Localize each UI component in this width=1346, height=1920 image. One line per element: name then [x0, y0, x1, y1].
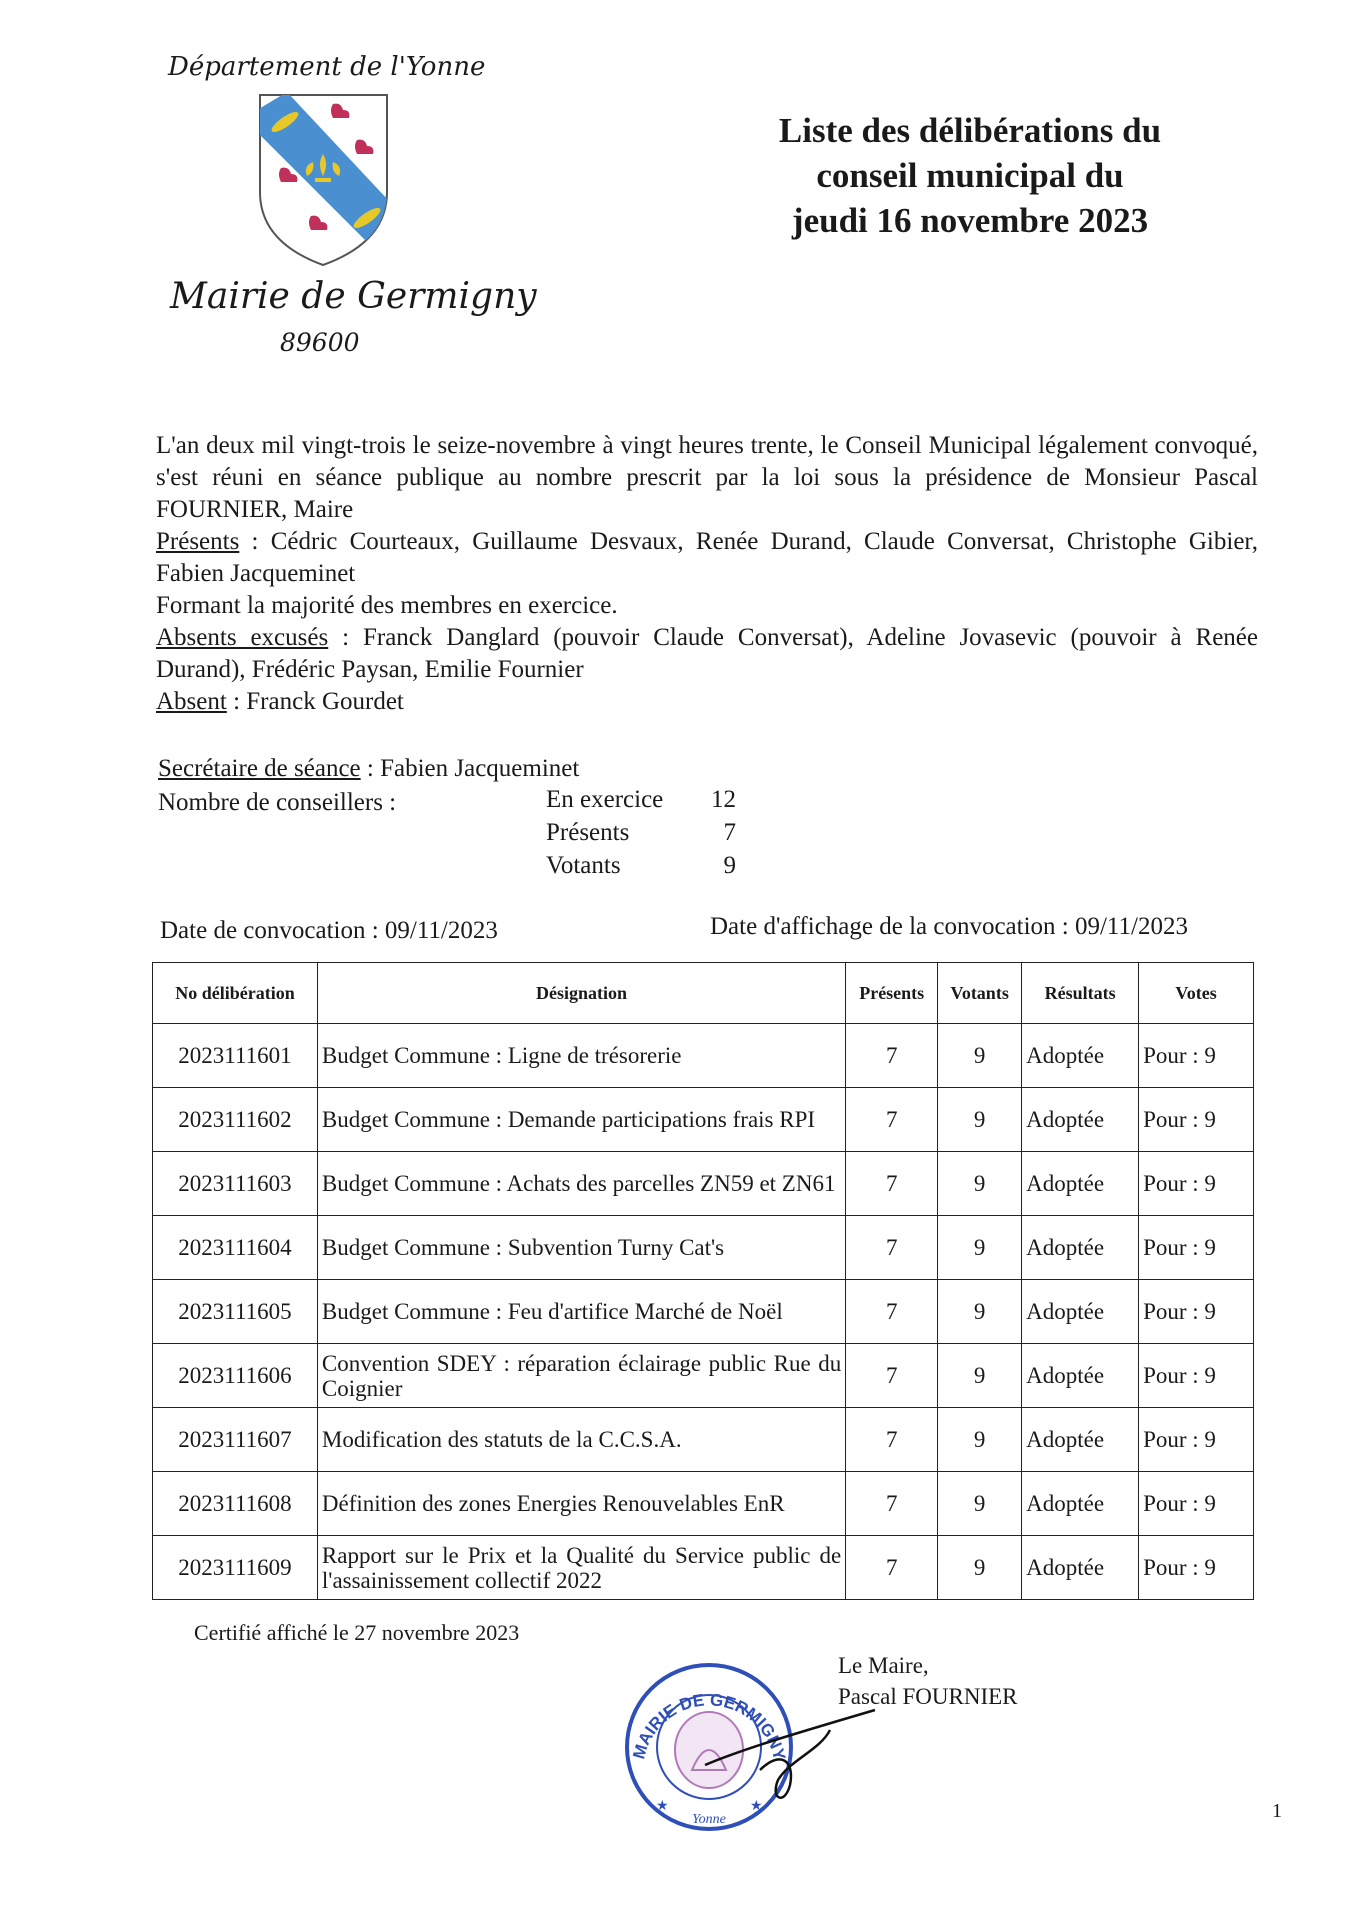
presents-count: 7: [846, 1088, 938, 1152]
counts-label: Nombre de conseillers :: [158, 789, 397, 816]
header-designation: Désignation: [317, 963, 845, 1024]
table-row: [153, 1024, 1254, 1088]
votants-count: 9: [938, 1280, 1022, 1344]
header-votants: Votants: [938, 963, 1022, 1024]
presents-count: 7: [846, 1344, 938, 1408]
mayor-name: Pascal FOURNIER: [838, 1684, 1018, 1709]
page-title: [690, 108, 1250, 243]
votes: Pour : 9: [1139, 1280, 1254, 1344]
deliberation-number: 2023111602: [153, 1088, 318, 1152]
designation: Budget Commune : Demande participations frais RPI: [317, 1088, 845, 1152]
result: Adoptée: [1022, 1472, 1139, 1536]
department-name: Département de l'Yonne: [168, 52, 486, 82]
session-summary: [156, 430, 1258, 718]
presents-count: 7: [846, 1216, 938, 1280]
designation: Définition des zones Energies Renouvelables EnR: [317, 1472, 845, 1536]
svg-text:★: ★: [750, 1799, 763, 1814]
header-votes: Votes: [1139, 963, 1254, 1024]
absent-label: Absent: [156, 688, 227, 715]
votants-count: 9: [938, 1088, 1022, 1152]
postal-code: 89600: [280, 328, 360, 357]
table-header-row: [153, 963, 1254, 1024]
table-row: [153, 1472, 1254, 1536]
presents-count: 7: [846, 1024, 938, 1088]
votes: Pour : 9: [1139, 1088, 1254, 1152]
count-row: [546, 852, 736, 880]
designation: Budget Commune : Subvention Turny Cat's: [317, 1216, 845, 1280]
secretary-name: : Fabien Jacqueminet: [360, 755, 580, 782]
header-results: Résultats: [1022, 963, 1139, 1024]
count-value: 12: [711, 786, 736, 813]
votants-count: 9: [938, 1472, 1022, 1536]
table-row: [153, 1152, 1254, 1216]
present-list: : Cédric Courteaux, Guillaume Desvaux, Renée Durand, Claude Conversat, Christophe Gibier, Fabien Jacqueminet: [156, 528, 1258, 587]
mayor-title: Le Maire,: [838, 1653, 929, 1678]
result: Adoptée: [1022, 1344, 1139, 1408]
intro-paragraph: L'an deux mil vingt-trois le seize-novembre à vingt heures trente, le Conseil Municipal légalement convoqué, s'est réuni en séance publique au nombre prescrit par la loi sous la présidence de Monsieur Pascal FOURNIER, Maire: [156, 432, 1258, 523]
designation: Budget Commune : Achats des parcelles ZN59 et ZN61: [317, 1152, 845, 1216]
excused-label: Absents excusés: [156, 624, 329, 651]
deliberation-number: 2023111609: [153, 1536, 318, 1600]
votants-count: 9: [938, 1216, 1022, 1280]
deliberation-number: 2023111605: [153, 1280, 318, 1344]
secretary-label: Secrétaire de séance: [158, 755, 361, 782]
result: Adoptée: [1022, 1088, 1139, 1152]
votants-count: 9: [938, 1408, 1022, 1472]
designation: Rapport sur le Prix et la Qualité du Service public de l'assainissement collectif 2022: [317, 1536, 845, 1600]
posting-date: Date d'affichage de la convocation : 09/11/2023: [710, 913, 1188, 940]
session-secretary: [158, 755, 579, 783]
count-label: En exercice: [546, 786, 664, 813]
table-row: [153, 1408, 1254, 1472]
page-number: 1: [1272, 1800, 1282, 1822]
stamp-text: MAIRIE DE GERMIGNY: [629, 1690, 790, 1763]
designation: Convention SDEY : réparation éclairage public Rue du Coignier: [317, 1344, 845, 1408]
designation: Modification des statuts de la C.C.S.A.: [317, 1408, 845, 1472]
count-value: 7: [723, 819, 736, 846]
title-line: jeudi 16 novembre 2023: [791, 201, 1149, 240]
majority-note: Formant la majorité des membres en exercice.: [156, 592, 618, 619]
votes: Pour : 9: [1139, 1408, 1254, 1472]
votes: Pour : 9: [1139, 1216, 1254, 1280]
votes: Pour : 9: [1139, 1472, 1254, 1536]
designation: Budget Commune : Feu d'artifice Marché de Noël: [317, 1280, 845, 1344]
presents-count: 7: [846, 1536, 938, 1600]
table-row: [153, 1088, 1254, 1152]
result: Adoptée: [1022, 1024, 1139, 1088]
votes: Pour : 9: [1139, 1024, 1254, 1088]
presents-count: 7: [846, 1472, 938, 1536]
absent-members: [156, 686, 1258, 718]
title-line: Liste des délibérations du: [778, 111, 1162, 150]
result: Adoptée: [1022, 1152, 1139, 1216]
result: Adoptée: [1022, 1216, 1139, 1280]
excused-members: [156, 622, 1258, 686]
deliberation-number: 2023111603: [153, 1152, 318, 1216]
deliberation-number: 2023111604: [153, 1216, 318, 1280]
count-label: Présents: [546, 819, 630, 846]
votes: Pour : 9: [1139, 1536, 1254, 1600]
deliberation-number: 2023111606: [153, 1344, 318, 1408]
table-row: [153, 1280, 1254, 1344]
deliberation-number: 2023111607: [153, 1408, 318, 1472]
present-label: Présents: [156, 528, 240, 555]
presents-count: 7: [846, 1408, 938, 1472]
header-presents: Présents: [846, 963, 938, 1024]
result: Adoptée: [1022, 1280, 1139, 1344]
svg-text:★: ★: [656, 1799, 669, 1814]
header-number: No délibération: [153, 963, 318, 1024]
deliberation-number: 2023111601: [153, 1024, 318, 1088]
signature-icon: [700, 1690, 880, 1820]
count-row: [546, 819, 736, 847]
present-members: [156, 526, 1258, 590]
designation: Budget Commune : Ligne de trésorerie: [317, 1024, 845, 1088]
coat-of-arms-icon: [257, 92, 390, 268]
votants-count: 9: [938, 1152, 1022, 1216]
table-row: [153, 1344, 1254, 1408]
count-value: 9: [723, 852, 736, 879]
table-row: [153, 1216, 1254, 1280]
convocation-date: Date de convocation : 09/11/2023: [160, 917, 498, 944]
votants-count: 9: [938, 1024, 1022, 1088]
stamp-bottom-text: Yonne: [692, 1812, 726, 1827]
table-row: [153, 1536, 1254, 1600]
excused-list: : Franck Danglard (pouvoir Claude Conversat), Adeline Jovasevic (pouvoir à Renée Durand), Frédéric Paysan, Emilie Fournier: [156, 624, 1259, 683]
presents-count: 7: [846, 1152, 938, 1216]
votes: Pour : 9: [1139, 1152, 1254, 1216]
absent-list: : Franck Gourdet: [226, 688, 404, 715]
votes: Pour : 9: [1139, 1344, 1254, 1408]
votants-count: 9: [938, 1536, 1022, 1600]
result: Adoptée: [1022, 1408, 1139, 1472]
deliberations-table: [152, 962, 1254, 1600]
result: Adoptée: [1022, 1536, 1139, 1600]
deliberation-number: 2023111608: [153, 1472, 318, 1536]
certified-posted: Certifié affiché le 27 novembre 2023: [194, 1620, 520, 1645]
title-line: conseil municipal du: [816, 156, 1124, 195]
count-row: [546, 786, 736, 814]
count-label: Votants: [546, 852, 621, 879]
presents-count: 7: [846, 1280, 938, 1344]
votants-count: 9: [938, 1344, 1022, 1408]
mairie-name: Mairie de Germigny: [170, 276, 537, 317]
